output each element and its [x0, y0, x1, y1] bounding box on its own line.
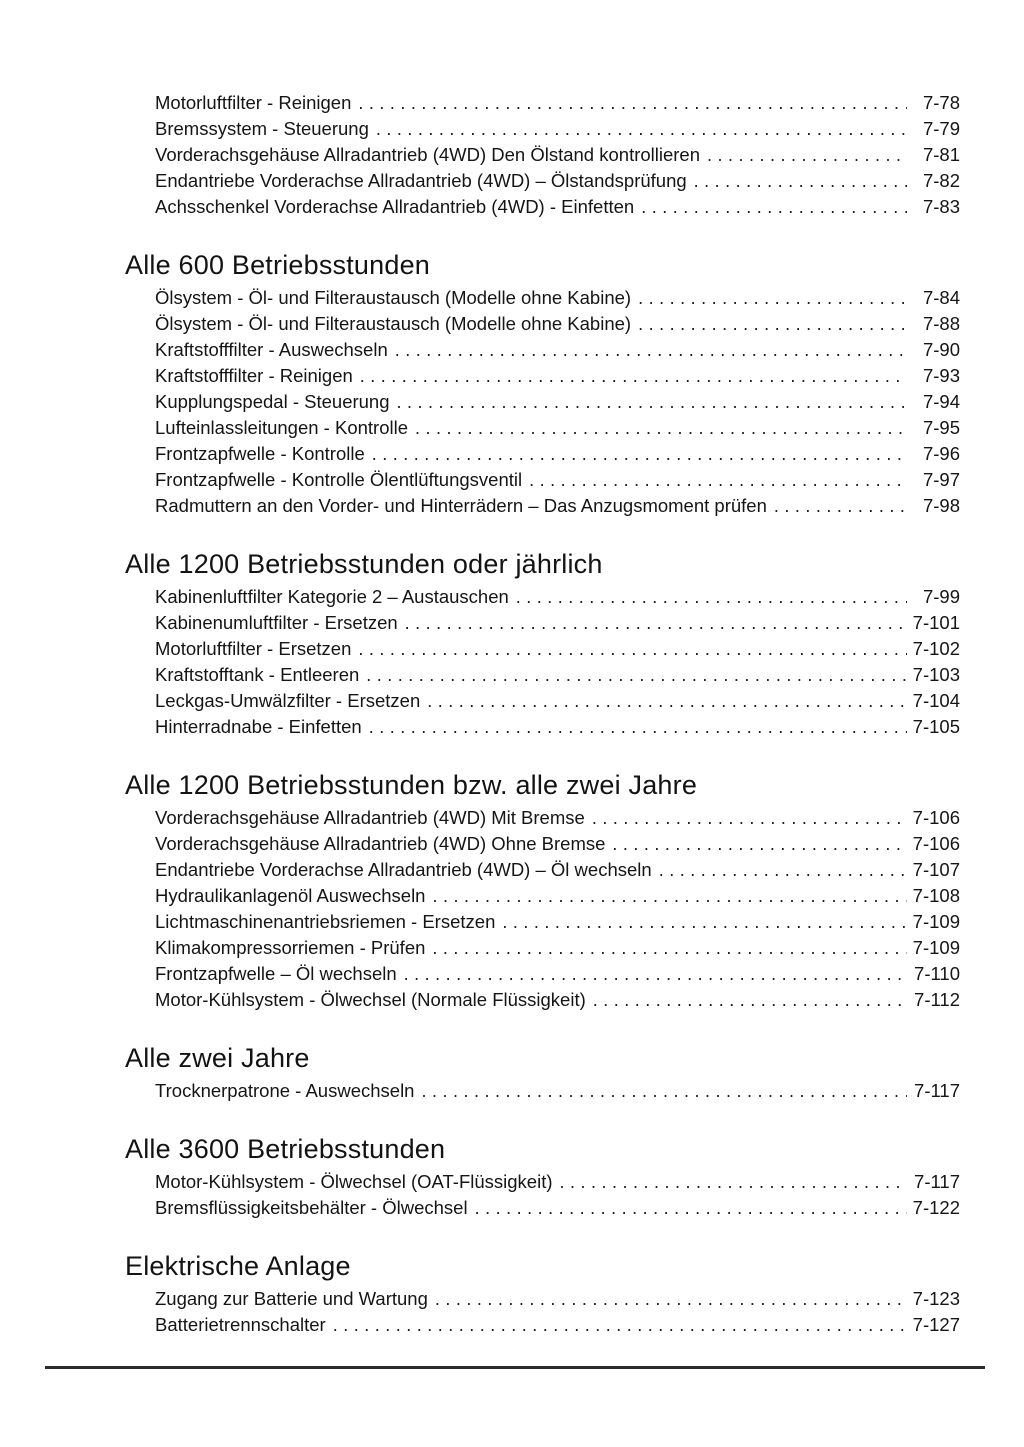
entry-page-number: 7-81 — [922, 144, 960, 165]
entry-page-number: 7-94 — [922, 391, 960, 412]
toc-entry[interactable] — [155, 584, 960, 610]
entry-title: Ölsystem - Öl- und Filteraustausch (Modelle ohne Kabine) — [155, 313, 632, 334]
dot-leader — [360, 363, 907, 389]
dot-leader — [376, 116, 907, 142]
entry-title: Vorderachsgehäuse Allradantrieb (4WD) Ohne Bremse — [155, 833, 606, 854]
dot-leader — [475, 1195, 907, 1221]
toc-entry[interactable] — [155, 116, 960, 142]
dot-leader — [529, 467, 907, 493]
entry-title: Motor-Kühlsystem - Ölwechsel (OAT-Flüssigkeit) — [155, 1171, 553, 1192]
entry-page-number: 7-84 — [922, 287, 960, 308]
toc-entry[interactable] — [155, 1078, 960, 1104]
entry-page-number: 7-97 — [922, 469, 960, 490]
entry-title: Motorluftfilter - Ersetzen — [155, 638, 352, 659]
toc-entry[interactable] — [155, 688, 960, 714]
dot-leader — [421, 1078, 907, 1104]
toc-entry[interactable] — [155, 662, 960, 688]
toc-entry[interactable] — [155, 610, 960, 636]
entry-page-number: 7-101 — [912, 612, 960, 633]
entry-page-number: 7-108 — [912, 885, 960, 906]
section-entries — [155, 90, 960, 220]
footer-rule — [45, 1366, 985, 1369]
entry-title: Bremssystem - Steuerung — [155, 118, 369, 139]
toc-entry[interactable] — [155, 935, 960, 961]
dot-leader — [560, 1169, 908, 1195]
entry-page-number: 7-117 — [914, 1171, 960, 1192]
section-entries — [155, 1286, 960, 1338]
entry-title: Zugang zur Batterie und Wartung — [155, 1288, 428, 1309]
section-entries — [155, 1078, 960, 1104]
entry-title: Ölsystem - Öl- und Filteraustausch (Modelle ohne Kabine) — [155, 287, 632, 308]
entry-page-number: 7-83 — [922, 196, 960, 217]
toc-entry[interactable] — [155, 389, 960, 415]
entry-title: Lichtmaschinenantriebsriemen - Ersetzen — [155, 911, 496, 932]
entry-page-number: 7-106 — [912, 833, 960, 854]
dot-leader — [638, 285, 907, 311]
entry-title: Frontzapfwelle - Kontrolle Ölentlüftungsventil — [155, 469, 523, 490]
toc-entry[interactable] — [155, 1312, 960, 1338]
toc-entry[interactable] — [155, 142, 960, 168]
dot-leader — [395, 337, 907, 363]
dot-leader — [435, 1286, 907, 1312]
toc-entry[interactable] — [155, 636, 960, 662]
toc-entry[interactable] — [155, 1169, 960, 1195]
entry-page-number: 7-127 — [912, 1314, 960, 1335]
toc-entry[interactable] — [155, 363, 960, 389]
toc-entry[interactable] — [155, 883, 960, 909]
entry-page-number: 7-78 — [922, 92, 960, 113]
section-heading: Alle zwei Jahre — [125, 1043, 310, 1073]
section-heading: Alle 3600 Betriebsstunden — [125, 1134, 446, 1164]
entry-page-number: 7-96 — [922, 443, 960, 464]
entry-page-number: 7-117 — [914, 1080, 960, 1101]
toc-entry[interactable] — [155, 311, 960, 337]
dot-leader — [432, 883, 907, 909]
entry-title: Kabinenumluftfilter - Ersetzen — [155, 612, 398, 633]
dot-leader — [593, 987, 907, 1013]
dot-leader — [432, 935, 907, 961]
entry-title: Klimakompressorriemen - Prüfen — [155, 937, 426, 958]
dot-leader — [405, 610, 907, 636]
dot-leader — [372, 441, 907, 467]
entry-title: Hydraulikanlagenöl Auswechseln — [155, 885, 426, 906]
dot-leader — [369, 714, 907, 740]
section-entries — [155, 1169, 960, 1221]
dot-leader — [397, 389, 907, 415]
entry-title: Hinterradnabe - Einfetten — [155, 716, 362, 737]
entry-title: Vorderachsgehäuse Allradantrieb (4WD) Den Ölstand kontrollieren — [155, 144, 701, 165]
dot-leader — [774, 493, 907, 519]
dot-leader — [612, 831, 907, 857]
dot-leader — [358, 90, 907, 116]
section-heading: Alle 1200 Betriebsstunden oder jährlich — [125, 549, 603, 579]
dot-leader — [638, 311, 907, 337]
entry-title: Radmuttern an den Vorder- und Hinterrädern – Das Anzugsmoment prüfen — [155, 495, 767, 516]
entry-page-number: 7-109 — [912, 937, 960, 958]
toc-entry[interactable] — [155, 337, 960, 363]
entry-title: Frontzapfwelle – Öl wechseln — [155, 963, 397, 984]
section-heading: Elektrische Anlage — [125, 1251, 351, 1281]
entry-title: Achsschenkel Vorderachse Allradantrieb (4WD) - Einfetten — [155, 196, 635, 217]
entry-page-number: 7-93 — [922, 365, 960, 386]
entry-page-number: 7-98 — [922, 495, 960, 516]
entry-title: Motorluftfilter - Reinigen — [155, 92, 352, 113]
entry-page-number: 7-88 — [922, 313, 960, 334]
entry-page-number: 7-79 — [922, 118, 960, 139]
entry-page-number: 7-109 — [912, 911, 960, 932]
toc-entry[interactable] — [155, 961, 960, 987]
dot-leader — [641, 194, 907, 220]
section-entries — [155, 285, 960, 519]
dot-leader — [366, 662, 907, 688]
toc-entry[interactable] — [155, 909, 960, 935]
toc-entry[interactable] — [155, 1286, 960, 1312]
entry-title: Leckgas-Umwälzfilter - Ersetzen — [155, 690, 421, 711]
toc-section — [125, 549, 960, 740]
dot-leader — [333, 1312, 907, 1338]
section-entries — [155, 805, 960, 1013]
toc-section — [125, 770, 960, 1013]
entry-page-number: 7-99 — [922, 586, 960, 607]
toc-section — [125, 1251, 960, 1338]
entry-title: Batterietrennschalter — [155, 1314, 326, 1335]
toc-entry[interactable] — [155, 415, 960, 441]
toc-entry[interactable] — [155, 857, 960, 883]
entry-page-number: 7-107 — [912, 859, 960, 880]
entry-title: Kabinenluftfilter Kategorie 2 – Austauschen — [155, 586, 509, 607]
entry-page-number: 7-103 — [912, 664, 960, 685]
toc-section — [125, 1043, 960, 1104]
entry-title: Vorderachsgehäuse Allradantrieb (4WD) Mit Bremse — [155, 807, 585, 828]
entry-page-number: 7-95 — [922, 417, 960, 438]
toc-entry[interactable] — [155, 831, 960, 857]
dot-leader — [404, 961, 907, 987]
entry-page-number: 7-110 — [914, 963, 960, 984]
entry-title: Endantriebe Vorderachse Allradantrieb (4WD) – Öl wechseln — [155, 859, 652, 880]
entry-page-number: 7-104 — [912, 690, 960, 711]
entry-page-number: 7-123 — [912, 1288, 960, 1309]
toc-entry[interactable] — [155, 194, 960, 220]
entry-title: Frontzapfwelle - Kontrolle — [155, 443, 365, 464]
entry-title: Motor-Kühlsystem - Ölwechsel (Normale Flüssigkeit) — [155, 989, 586, 1010]
toc-entry[interactable] — [155, 285, 960, 311]
dot-leader — [694, 168, 907, 194]
dot-leader — [358, 636, 907, 662]
entry-page-number: 7-90 — [922, 339, 960, 360]
toc-entry[interactable] — [155, 467, 960, 493]
entry-title: Bremsflüssigkeitsbehälter - Ölwechsel — [155, 1197, 468, 1218]
entry-title: Kraftstofffilter - Auswechseln — [155, 339, 388, 360]
entry-page-number: 7-102 — [912, 638, 960, 659]
toc-entry[interactable] — [155, 90, 960, 116]
dot-leader — [502, 909, 907, 935]
dot-leader — [415, 415, 907, 441]
toc-entry[interactable] — [155, 493, 960, 519]
entry-title: Kraftstofffilter - Reinigen — [155, 365, 353, 386]
dot-leader — [592, 805, 907, 831]
section-heading: Alle 600 Betriebsstunden — [125, 250, 431, 280]
toc-entry[interactable] — [155, 441, 960, 467]
entry-page-number: 7-112 — [914, 989, 960, 1010]
entry-title: Kupplungspedal - Steuerung — [155, 391, 390, 412]
section-heading: Alle 1200 Betriebsstunden bzw. alle zwei Jahre — [125, 770, 698, 800]
toc-entry[interactable] — [155, 168, 960, 194]
entry-title: Endantriebe Vorderachse Allradantrieb (4WD) – Ölstandsprüfung — [155, 170, 687, 191]
entry-title: Lufteinlassleitungen - Kontrolle — [155, 417, 408, 438]
toc-entry[interactable] — [155, 714, 960, 740]
entry-title: Trocknerpatrone - Auswechseln — [155, 1080, 415, 1101]
dot-leader — [659, 857, 907, 883]
entry-page-number: 7-82 — [922, 170, 960, 191]
toc-entry[interactable] — [155, 1195, 960, 1221]
entry-title: Kraftstofftank - Entleeren — [155, 664, 360, 685]
section-entries — [155, 584, 960, 740]
entry-page-number: 7-105 — [912, 716, 960, 737]
entry-page-number: 7-122 — [912, 1197, 960, 1218]
entry-page-number: 7-106 — [912, 807, 960, 828]
toc-entry[interactable] — [155, 987, 960, 1013]
dot-leader — [516, 584, 907, 610]
toc-section — [125, 90, 960, 220]
dot-leader — [707, 142, 907, 168]
dot-leader — [427, 688, 907, 714]
toc-section — [125, 250, 960, 519]
toc-section — [125, 1134, 960, 1221]
toc-entry[interactable] — [155, 805, 960, 831]
